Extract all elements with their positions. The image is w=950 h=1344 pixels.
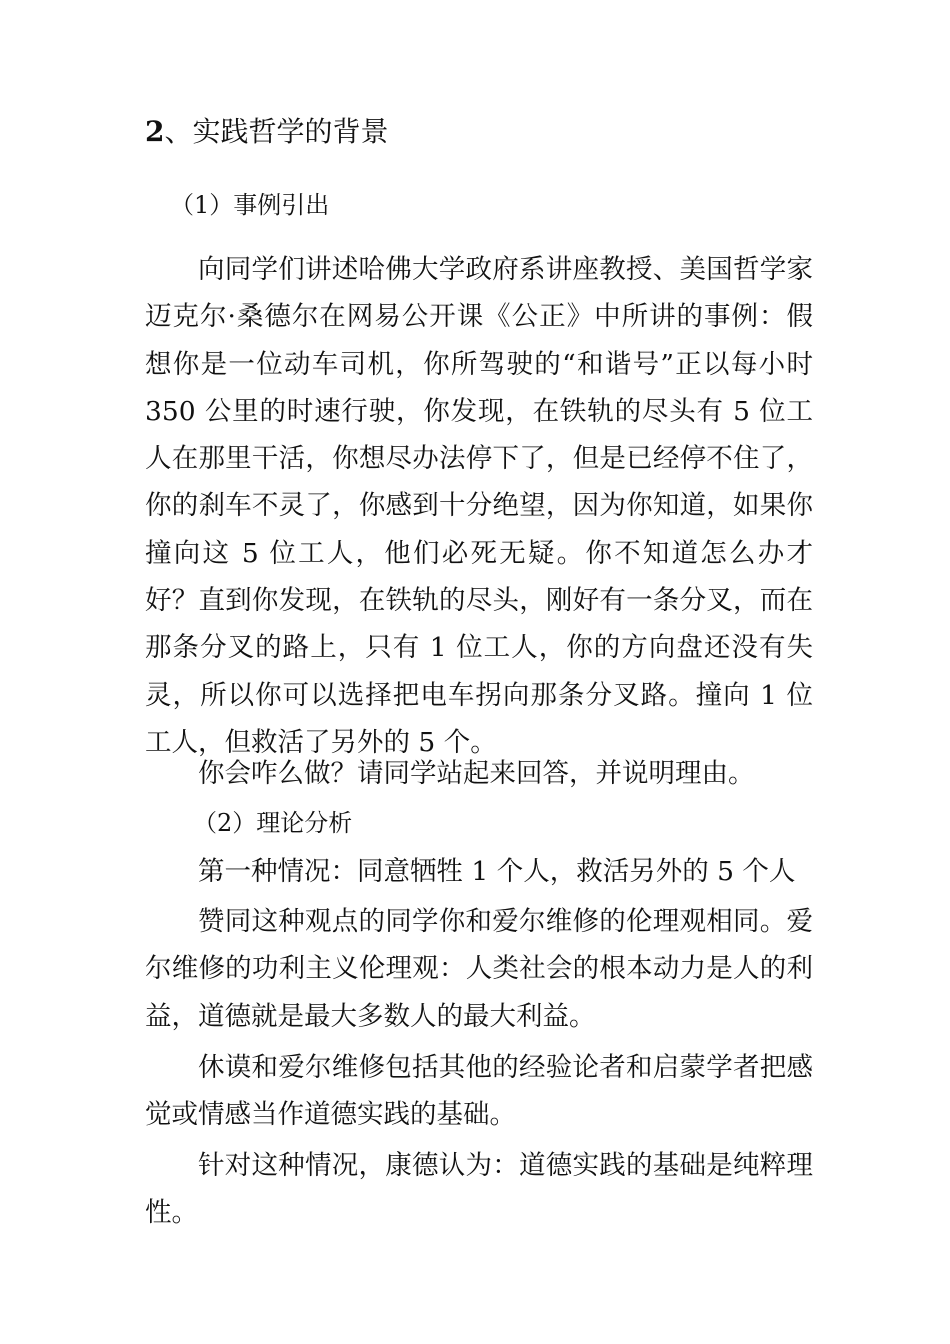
paragraph-story: 向同学们讲述哈佛大学政府系讲座教授、美国哲学家迈克尔·桑德尔在网易公开课《公正》中所讲的事例：假想你是一位动车司机，你所驾驶的“和谐号”正以每小时350 公里的时速行驶，你发现，在铁轨的尽头有 5 位工人在那里干活，你想尽办法停下了，但是已经停不住了，你的刹车不灵了，你感到十分绝望，因为你知道，如果你撞向这 5 位工人，他们必死无疑。你不知道怎么办才好？直到你发现，在铁轨的尽头，刚好有一条分叉，而在那条分叉的路上，只有 1 位工人，你的方向盘还没有失灵，所以你可以选择把电车拐向那条分叉路。撞向 1 位工人，但救活了另外的 5 个。 — [145, 254, 813, 758]
paragraph-hume: 休谟和爱尔维修包括其他的经验论者和启蒙学者把感觉或情感当作道德实践的基础。 — [145, 1052, 813, 1131]
paragraph-utilitarian: 赞同这种观点的同学你和爱尔维修的伦理观相同。爱尔维修的功利主义伦理观：人类社会的根本动力是人的利益，道德就是最大多数人的最大利益。 — [145, 906, 813, 1032]
paragraph-question: 你会咋么做？请同学站起来回答，并说明理由。 — [198, 758, 755, 789]
section-heading — [145, 110, 389, 154]
section-number: 2 — [145, 115, 165, 148]
subheading-example: （1）事例引出 — [170, 191, 330, 219]
paragraph-case-one: 第一种情况：同意牺牲 1 个人，救活另外的 5 个人 — [198, 856, 796, 887]
subheading-analysis: （2）理论分析 — [193, 809, 353, 837]
paragraph-kant: 针对这种情况，康德认为：道德实践的基础是纯粹理性。 — [145, 1150, 813, 1229]
section-title: 、实践哲学的背景 — [164, 115, 389, 148]
